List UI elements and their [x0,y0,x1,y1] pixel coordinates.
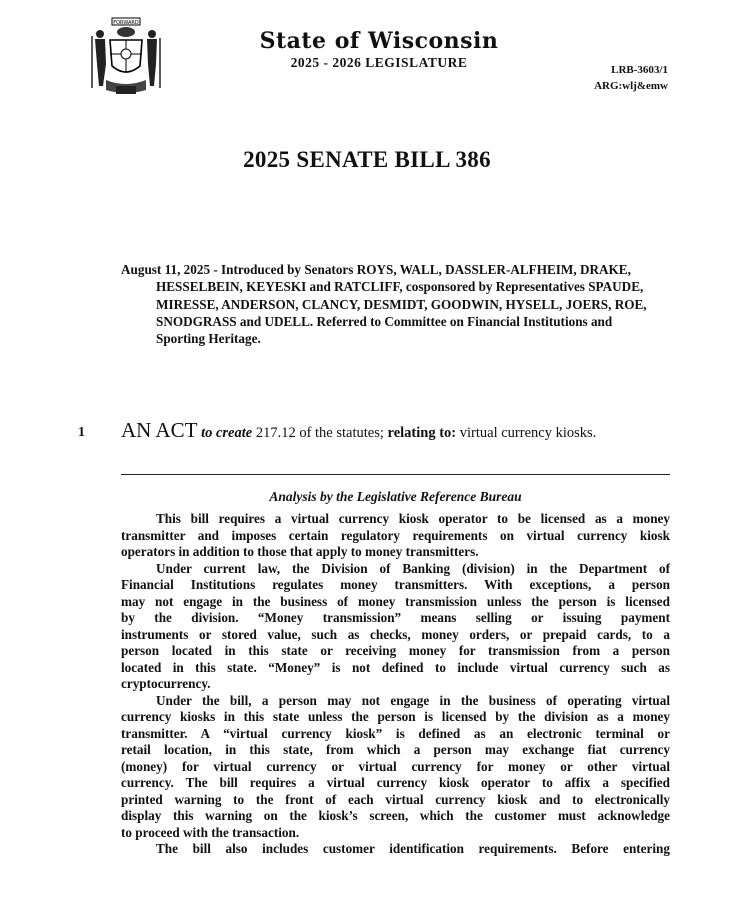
intro-line: SNODGRASS and UDELL. Referred to Committee on Financial Institutions and [156,313,613,329]
analysis-heading: Analysis by the Legislative Reference Bureau [269,489,522,504]
analysis-line: transmitter and imposes certain regulatory requirements on virtual currency kiosk [121,527,670,543]
intro-line: Sporting Heritage. [156,331,261,347]
analysis-body [121,511,670,858]
drafter-initials: ARG:wlj&emw [594,80,668,92]
analysis-line: retail location, in this state, from which a person may exchange fiat currency [121,742,670,757]
act-verb: to create [201,425,253,441]
act-statute: 217.12 of the statutes; [255,425,384,441]
line-number: 1 [78,425,85,440]
analysis-line: instruments or stored value, such as checks, money orders, or prepaid cards, to a [121,626,670,642]
act-subject: virtual currency kiosks. [459,425,597,441]
analysis-line: transmitter. A “virtual currency kiosk” is defined as an electronic terminal or [121,725,670,741]
analysis-line: display this warning on the kiosk’s screen, which the customer must acknowledge [121,808,670,823]
act-relating-label: relating to: [387,425,457,441]
seal-banner-text: FORWARD [113,20,139,26]
analysis-line: to proceed with the transaction. [121,824,300,840]
analysis-line: located in this state. “Money” is not defined to include virtual currency such as [121,659,670,675]
analysis-line: may not engage in the business of money transmission unless the person is licensed [121,593,670,609]
analysis-line: This bill requires a virtual currency kiosk operator to be licensed as a money [156,511,670,526]
introduction-paragraph [121,261,670,347]
act-clause [121,418,681,443]
intro-line: August 11, 2025 - Introduced by Senators ROYS, WALL, DASSLER-ALFHEIM, DRAKE, [121,262,631,277]
intro-line: HESSELBEIN, KEYESKI and RATCLIFF, cosponsored by Representatives SPAUDE, [156,279,644,295]
intro-line: MIRESSE, ANDERSON, CLANCY, DESMIDT, GOODWIN, HYSELL, JOERS, ROE, [156,296,647,312]
analysis-line: The bill also includes customer identification requirements. Before entering [156,841,670,856]
analysis-line: Under the bill, a person may not engage in the business of operating virtual [156,692,670,708]
analysis-line: operators in addition to those that apply to money transmitters. [121,544,479,559]
section-divider [121,474,670,475]
analysis-line: currency kiosks in this state unless the person is licensed by the division as a money [121,709,670,724]
legislature-label: 2025 - 2026 LEGISLATURE [290,55,468,70]
analysis-line: Financial Institutions regulates money transmitters. With exceptions, a person [121,577,670,592]
analysis-line: (money) for virtual currency or virtual currency for money or other virtual [121,758,670,774]
analysis-line: printed warning to the front of each virtual currency kiosk and to electronically [121,791,670,807]
lrb-code: LRB-3603/1 [611,64,668,76]
analysis-line: cryptocurrency. [121,676,211,691]
analysis-line: currency. The bill requires a virtual currency kiosk operator to affix a specified [121,775,670,790]
analysis-line: by the division. “Money transmission” means selling or issuing payment [121,610,670,625]
act-prefix: AN ACT [121,418,198,442]
analysis-line: person located in this state or receiving money for transmission from a person [121,643,670,658]
state-seal [86,16,166,98]
analysis-line: Under current law, the Division of Banking (division) in the Department of [156,560,670,576]
bill-title: 2025 SENATE BILL 386 [243,147,491,172]
state-title: State of Wisconsin [259,28,499,54]
